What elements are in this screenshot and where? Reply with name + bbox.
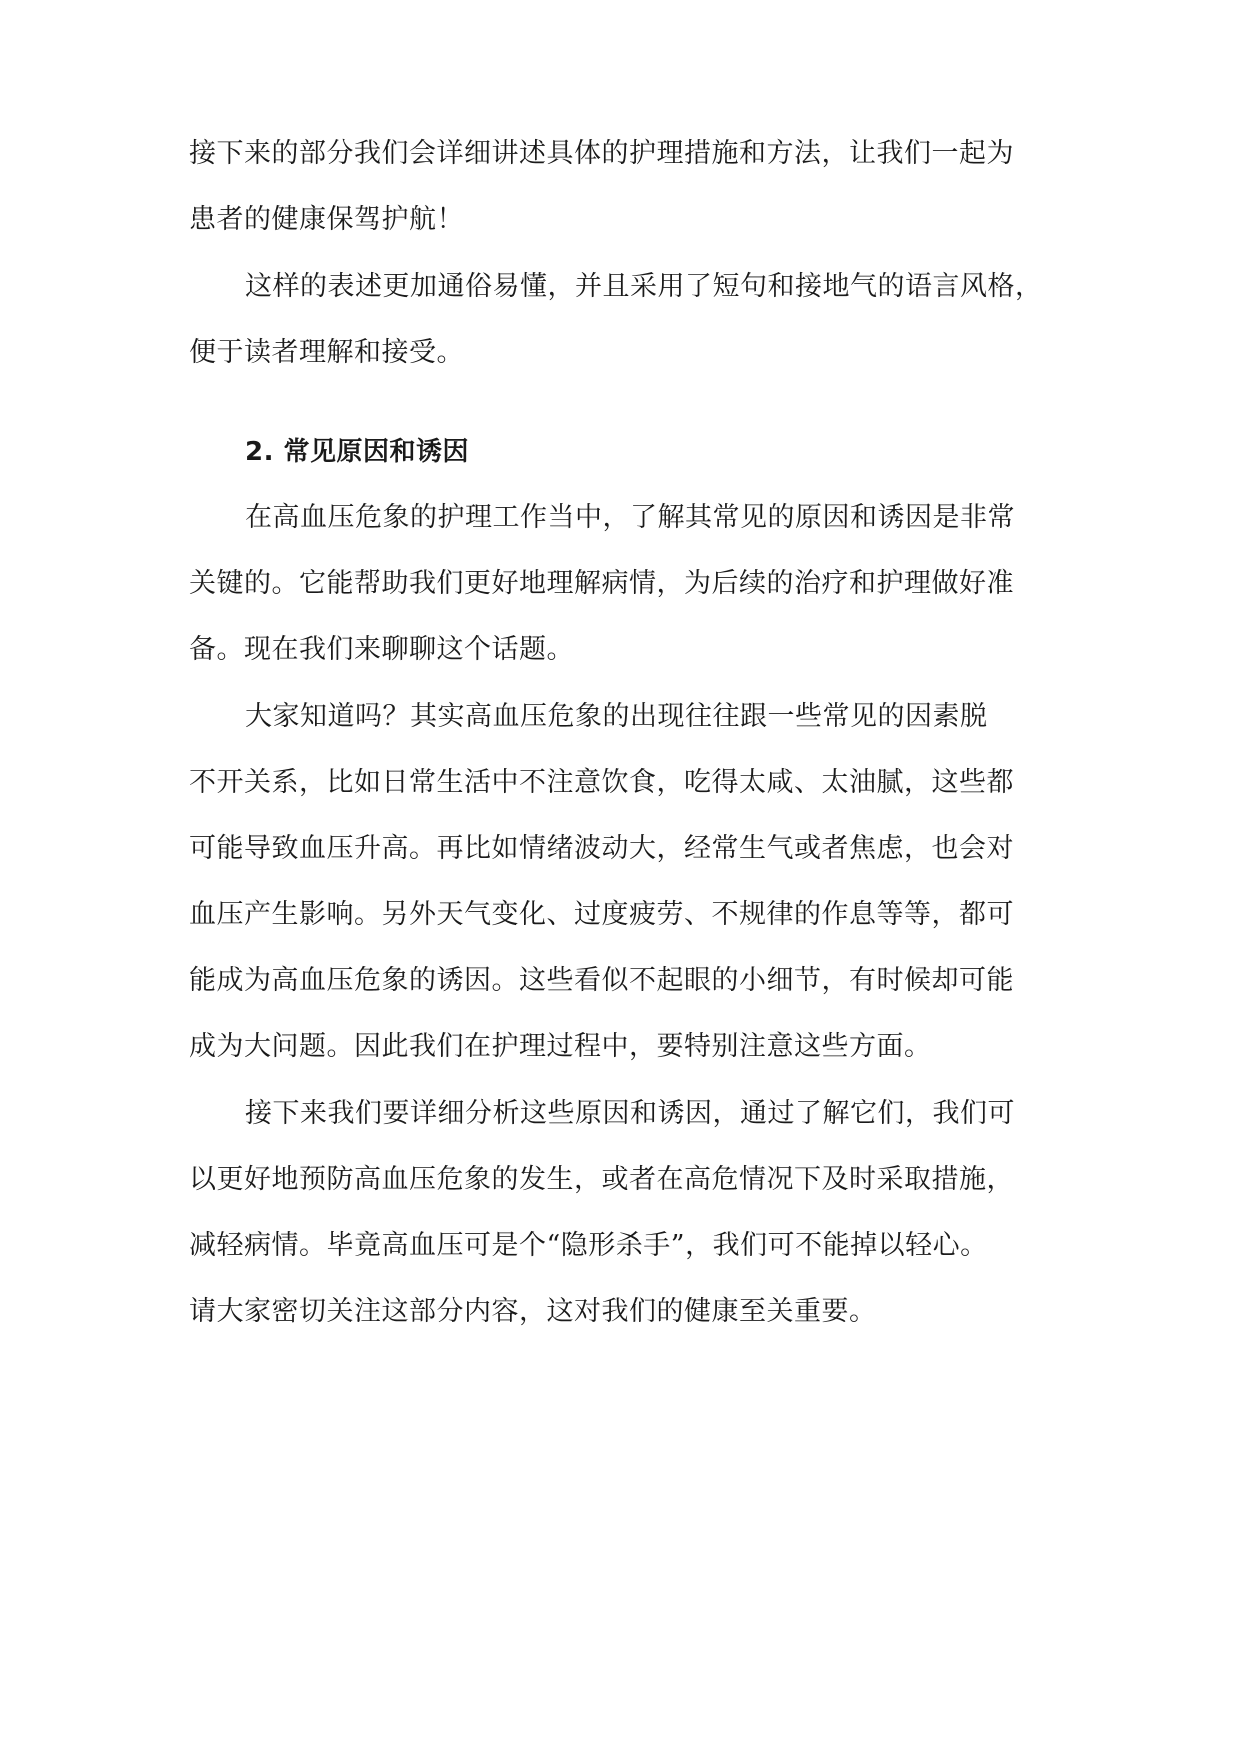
text-line: 患者的健康保驾护航！	[189, 204, 464, 235]
text-line: 不开关系，比如日常生活中不注意饮食，吃得太咸、太油腻，这些都	[189, 767, 1014, 798]
text-line: 大家知道吗？其实高血压危象的出现往往跟一些常见的因素脱	[245, 701, 988, 732]
text-line: 在高血压危象的护理工作当中，了解其常见的原因和诱因是非常	[245, 502, 1015, 533]
text-line: 可能导致血压升高。再比如情绪波动大，经常生气或者焦虑，也会对	[189, 833, 1014, 864]
section-heading: 2. 常见原因和诱因	[245, 437, 470, 467]
text-line: 减轻病情。毕竟高血压可是个“隐形杀手”，我们可不能掉以轻心。	[189, 1230, 988, 1261]
text-line: 这样的表述更加通俗易懂，并且采用了短句和接地气的语言风格，	[245, 271, 1043, 302]
text-line: 能成为高血压危象的诱因。这些看似不起眼的小细节，有时候却可能	[189, 965, 1014, 996]
text-line: 便于读者理解和接受。	[189, 337, 464, 368]
text-line: 以更好地预防高血压危象的发生，或者在高危情况下及时采取措施，	[189, 1164, 1014, 1195]
text-line: 关键的。它能帮助我们更好地理解病情，为后续的治疗和护理做好准	[189, 568, 1014, 599]
text-line: 备。现在我们来聊聊这个话题。	[189, 634, 574, 665]
text-line: 血压产生影响。另外天气变化、过度疲劳、不规律的作息等等，都可	[189, 899, 1014, 930]
text-line: 请大家密切关注这部分内容，这对我们的健康至关重要。	[189, 1296, 877, 1327]
text-line: 接下来我们要详细分析这些原因和诱因，通过了解它们，我们可	[245, 1098, 1015, 1129]
text-line: 接下来的部分我们会详细讲述具体的护理措施和方法，让我们一起为	[189, 138, 1014, 169]
text-line: 成为大问题。因此我们在护理过程中，要特别注意这些方面。	[189, 1031, 932, 1062]
